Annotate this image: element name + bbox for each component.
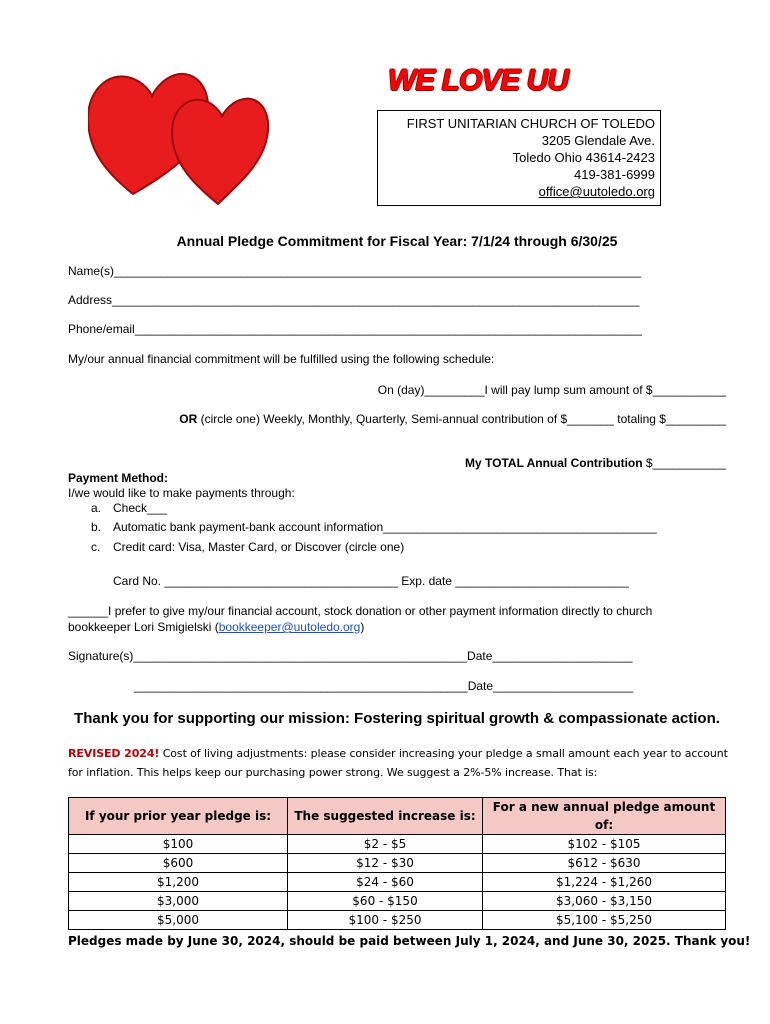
brand-title: WE LOVE UU [388,64,569,97]
option-text: Check___ [113,501,168,515]
periodic-text: (circle one) Weekly, Monthly, Quarterly, Semi-annual contribution of $_______ totaling $_________ [197,412,726,426]
signature-field-2[interactable]: __________________________________________________Date_____________________ [134,679,634,693]
total-label: My TOTAL Annual Contribution [465,456,643,470]
option-marker: b. [91,520,102,534]
church-phone: 419-381-6999 [574,167,655,182]
table-row [69,835,726,854]
table-cell: $60 - $150 [288,892,483,911]
church-city: Toledo Ohio 43614-2423 [512,150,655,165]
bookkeeper-email-link[interactable]: bookkeeper@uutoledo.org [218,620,361,634]
option-marker: c. [91,540,101,554]
column-header: The suggested increase is: [288,798,483,835]
table-row [69,873,726,892]
or-label: OR [179,412,198,426]
schedule-intro: My/our annual financial commitment will be fulfilled using the following schedule: [68,352,495,366]
mission-statement: Thank you for supporting our mission: Fostering spiritual growth & compassionate action. [74,710,720,727]
option-marker: a. [91,501,102,515]
lump-sum-field[interactable]: On (day)_________I will pay lump sum amount of $___________ [377,383,726,397]
heart-right-icon [172,99,268,204]
bookkeeper-prefix: bookkeeper Lori Smigielski ( [68,620,219,634]
payment-intro: I/we would like to make payments through: [68,486,295,500]
signature-field-1[interactable]: Signature(s)__________________________________________________Date_____________________ [68,649,633,663]
option-credit-card[interactable] [91,540,405,554]
revision-note [68,744,728,782]
table-row [69,854,726,873]
table-cell: $600 [69,854,288,873]
church-address-box [377,110,661,206]
pledge-increase-table [68,797,726,930]
table-cell: $100 - $250 [288,911,483,930]
revised-label: REVISED 2024! [68,747,160,760]
payment-method-heading: Payment Method: [68,471,169,485]
card-number-field[interactable]: Card No. ___________________________________ Exp. date __________________________ [113,574,629,588]
address-field[interactable]: Address_______________________________________________________________________________ [68,293,640,307]
table-cell: $5,000 [69,911,288,930]
table-cell: $5,100 - $5,250 [483,911,726,930]
table-cell: $102 - $105 [483,835,726,854]
column-header: If your prior year pledge is: [69,798,288,835]
name-field[interactable]: Name(s)_______________________________________________________________________________ [68,264,642,278]
church-email-link[interactable]: office@uutoledo.org [538,184,655,199]
phone-email-field[interactable]: Phone/email____________________________________________________________________________ [68,322,642,336]
option-text: Credit card: Visa, Master Card, or Discover (circle one) [113,540,405,554]
table-cell: $3,060 - $3,150 [483,892,726,911]
option-bank[interactable] [91,520,657,534]
table-cell: $3,000 [69,892,288,911]
table-cell: $612 - $630 [483,854,726,873]
bookkeeper-suffix: ) [360,620,365,634]
hearts-logo [88,66,278,206]
table-cell: $24 - $60 [288,873,483,892]
table-header-row [69,798,726,835]
church-name: FIRST UNITARIAN CHURCH OF TOLEDO [406,116,655,131]
table-row [69,911,726,930]
church-street: 3205 Glendale Ave. [541,133,655,148]
closing-note: Pledges made by June 30, 2024, should be paid between July 1, 2024, and June 30, 2025. Thank you! [68,934,751,948]
option-text: Automatic bank payment-bank account information_________________________________________ [113,520,657,534]
total-contribution-field[interactable] [465,456,726,470]
form-title: Annual Pledge Commitment for Fiscal Year: 7/1/24 through 6/30/25 [176,233,618,249]
table-cell: $1,224 - $1,260 [483,873,726,892]
table-cell: $12 - $30 [288,854,483,873]
column-header: For a new annual pledge amount of: [483,798,726,835]
option-check[interactable] [91,501,168,515]
total-blank: $___________ [642,456,726,470]
revision-text: Cost of living adjustments: please consider increasing your pledge a small amount each year to account for inflation. This helps keep our purchasing power strong. We suggest a 2%-5% increase. That is: [68,747,728,779]
table-cell: $100 [69,835,288,854]
direct-payment-line[interactable]: ______I prefer to give my/our financial account, stock donation or other payment information directly to church [68,604,653,618]
table-cell: $1,200 [69,873,288,892]
bookkeeper-line [68,620,364,634]
table-row [69,892,726,911]
table-cell: $2 - $5 [288,835,483,854]
periodic-contribution-field[interactable] [179,412,726,426]
